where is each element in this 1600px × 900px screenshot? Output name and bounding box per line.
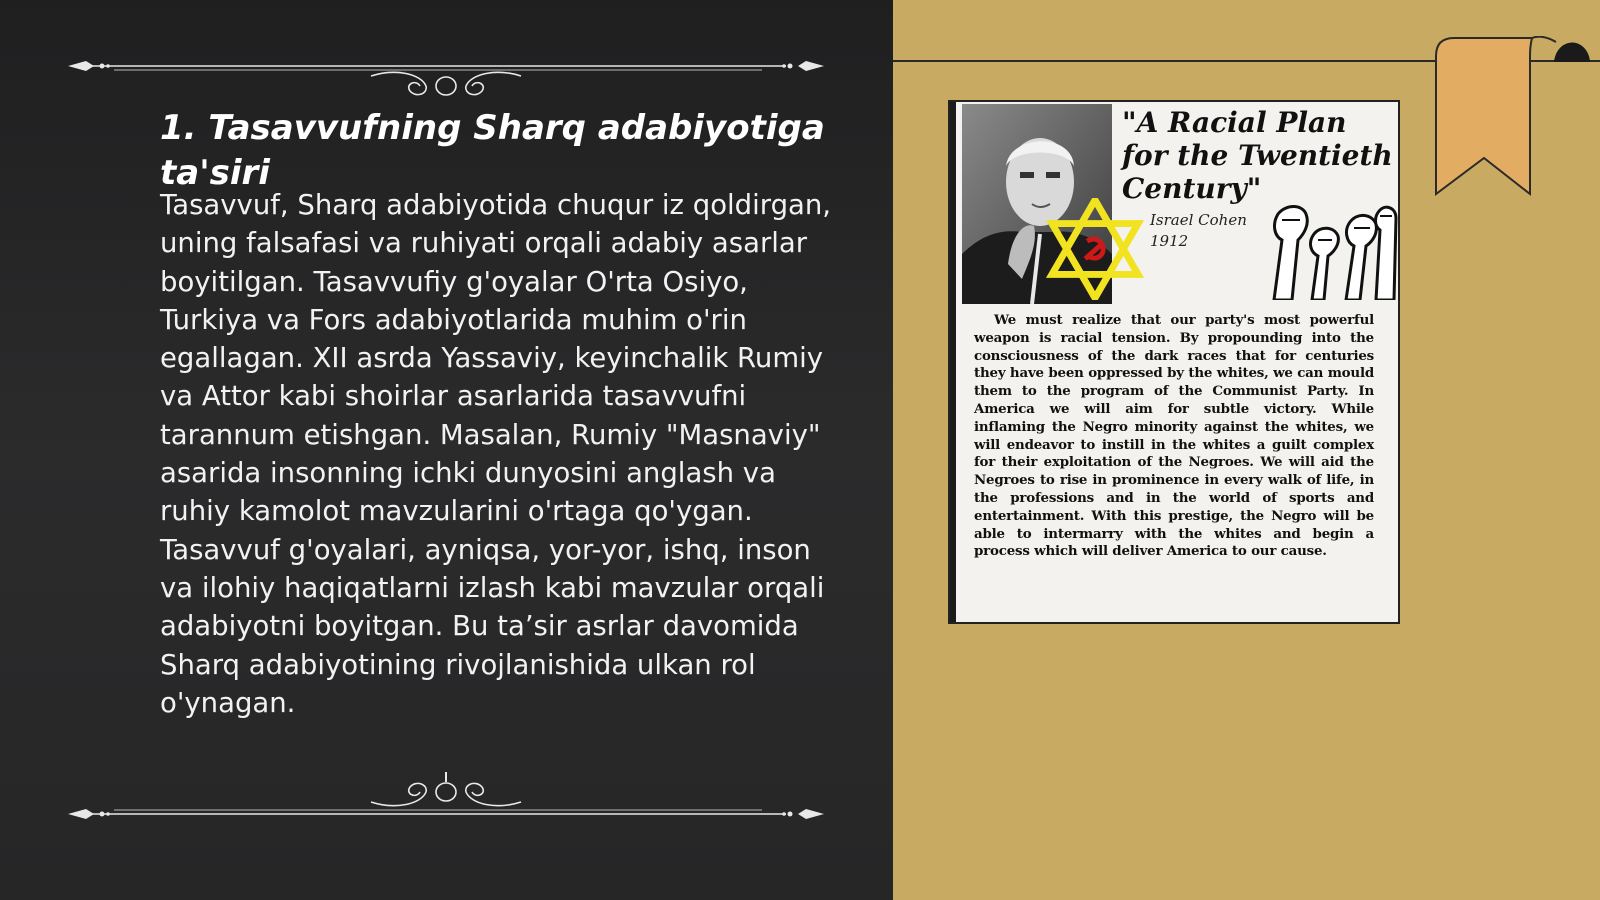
slide-body-text: Tasavvuf, Sharq adabiyotida chuqur iz qoldirgan, uning falsafasi va ruhiyati orqali adabiy asarlar boyitilgan. Tasavvufiy g'oyalar O'rta Osiyo, Turkiya va Fors adabiyotlarida muhim o'rin egallagan. XII asrda Yassaviy, keyinchalik Rumiy va Attor kabi shoirlar asarlarida tasavvufni tarannum etishgan. Masalan, Rumiy "Masnaviy" asarida insonning ichki dunyosini anglash va ruhiy kamolot mavzularini o'rtaga qo'ygan. Tasavvuf g'oyalari, ayniqsa, yor-yor, ishq, inson va ilohiy haqiqatlarni izlash kabi mavzular orqali adabiyotni boyitgan. Bu ta’sir asrlar davomida Sharq adabiyotining rivojlanishida ulkan rol o'ynagan.: [160, 189, 832, 719]
bookmark-ribbon-icon: [1432, 36, 1600, 201]
clipping-article-text: We must realize that our party's most powerful weapon is racial tension. By propounding into the consciousness of the dark races that for centuries they have been oppressed by the whites, we can mould them to the program of the Communist Party. In America we will aim for subtle victory. While inflaming the Negro minority against the whites, we will endeavor to instill in the whites a guilt complex for their exploitation of the Negroes. We will aid the Negroes to rise in prominence in every walk of life, in the professions and in the world of sports and entertainment. With this prestige, the Negro will be able to intermarry with the whites and begin a process which will deliver America to our cause.: [974, 312, 1374, 560]
star-of-david-icon: [1046, 198, 1144, 300]
clipping-edge: [950, 102, 956, 622]
scroll-ornament-icon: [66, 36, 826, 96]
clipping-headline: "A Racial Plan for the Twentieth Century": [1122, 106, 1393, 205]
clipping-author: Israel Cohen: [1150, 211, 1247, 229]
scroll-ornament-icon: [66, 770, 826, 830]
clipping-year: 1912: [1150, 232, 1189, 250]
clipping-byline: [1150, 210, 1270, 252]
newspaper-clipping-image: [948, 100, 1400, 624]
slide-title: 1. Tasavvufning Sharq adabiyotiga ta'siri: [160, 108, 825, 193]
raised-fists-icon: [1268, 200, 1398, 300]
